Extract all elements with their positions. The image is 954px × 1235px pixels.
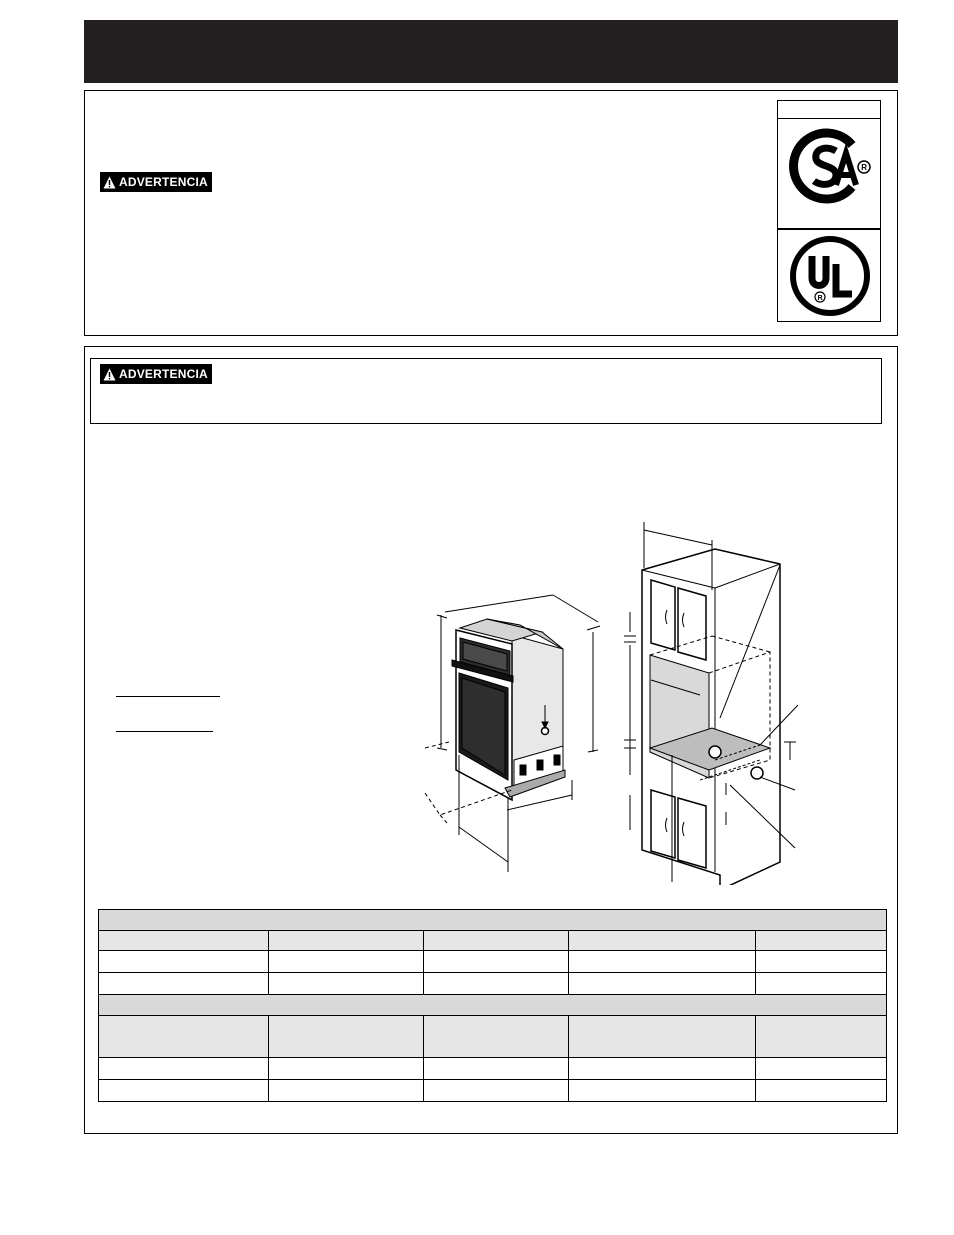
table-row: [99, 973, 887, 995]
table-cell: [99, 973, 269, 995]
warning-triangle-icon: [103, 176, 116, 189]
warning-badge-2: [100, 364, 212, 384]
table-cell: [424, 1080, 569, 1102]
spec-table: [98, 909, 887, 1102]
table-cell: [756, 1058, 887, 1080]
table-cell: [569, 951, 756, 973]
column-header: [569, 931, 756, 951]
table-row: [99, 951, 887, 973]
table-cell: [424, 951, 569, 973]
table-column-header-row: [99, 1016, 887, 1058]
table-cell: [269, 1080, 424, 1102]
certification-section: [84, 90, 898, 336]
column-header: [99, 931, 269, 951]
cert-band-middle: [778, 211, 880, 229]
table-cell: [756, 951, 887, 973]
table-cell: [424, 1058, 569, 1080]
csa-logo-icon: [786, 123, 872, 209]
svg-text:R: R: [817, 295, 823, 302]
cert-band-top: [778, 101, 880, 119]
column-header: [269, 931, 424, 951]
table-cell: [99, 1058, 269, 1080]
column-header: [756, 931, 887, 951]
table-row: [99, 1080, 887, 1102]
table-cell: [269, 973, 424, 995]
warning-badge-label-2: ADVERTENCIA: [119, 367, 208, 381]
write-in-line: [116, 696, 220, 697]
oven-installation-diagram: [410, 515, 805, 885]
cert-divider: [778, 229, 880, 230]
column-header: [424, 931, 569, 951]
table-cell: [569, 1058, 756, 1080]
column-header: [424, 1016, 569, 1058]
table-cell: [269, 1058, 424, 1080]
spec-section-1-header: [99, 910, 887, 931]
table-cell: [569, 973, 756, 995]
column-header: [756, 1016, 887, 1058]
warning-badge: [100, 172, 212, 192]
table-column-header-row: [99, 931, 887, 951]
ul-logo-icon: [788, 234, 872, 318]
table-cell: [269, 951, 424, 973]
warning-triangle-icon: [103, 368, 116, 381]
column-header: [569, 1016, 756, 1058]
table-cell: [756, 973, 887, 995]
table-row: [99, 1058, 887, 1080]
oven-illustration: [425, 595, 600, 872]
write-in-line: [116, 731, 213, 732]
table-cell: [756, 1080, 887, 1102]
column-header: [269, 1016, 424, 1058]
svg-text:R: R: [861, 163, 867, 172]
cabinet-illustration: [624, 522, 798, 885]
table-cell: [99, 951, 269, 973]
column-header: [99, 1016, 269, 1058]
table-cell: [569, 1080, 756, 1102]
spec-section-2-header: [99, 995, 887, 1016]
table-cell: [99, 1080, 269, 1102]
table-cell: [424, 973, 569, 995]
certification-logos: [777, 100, 881, 322]
page-header-bar: [84, 20, 898, 83]
warning-badge-label: ADVERTENCIA: [119, 175, 208, 189]
